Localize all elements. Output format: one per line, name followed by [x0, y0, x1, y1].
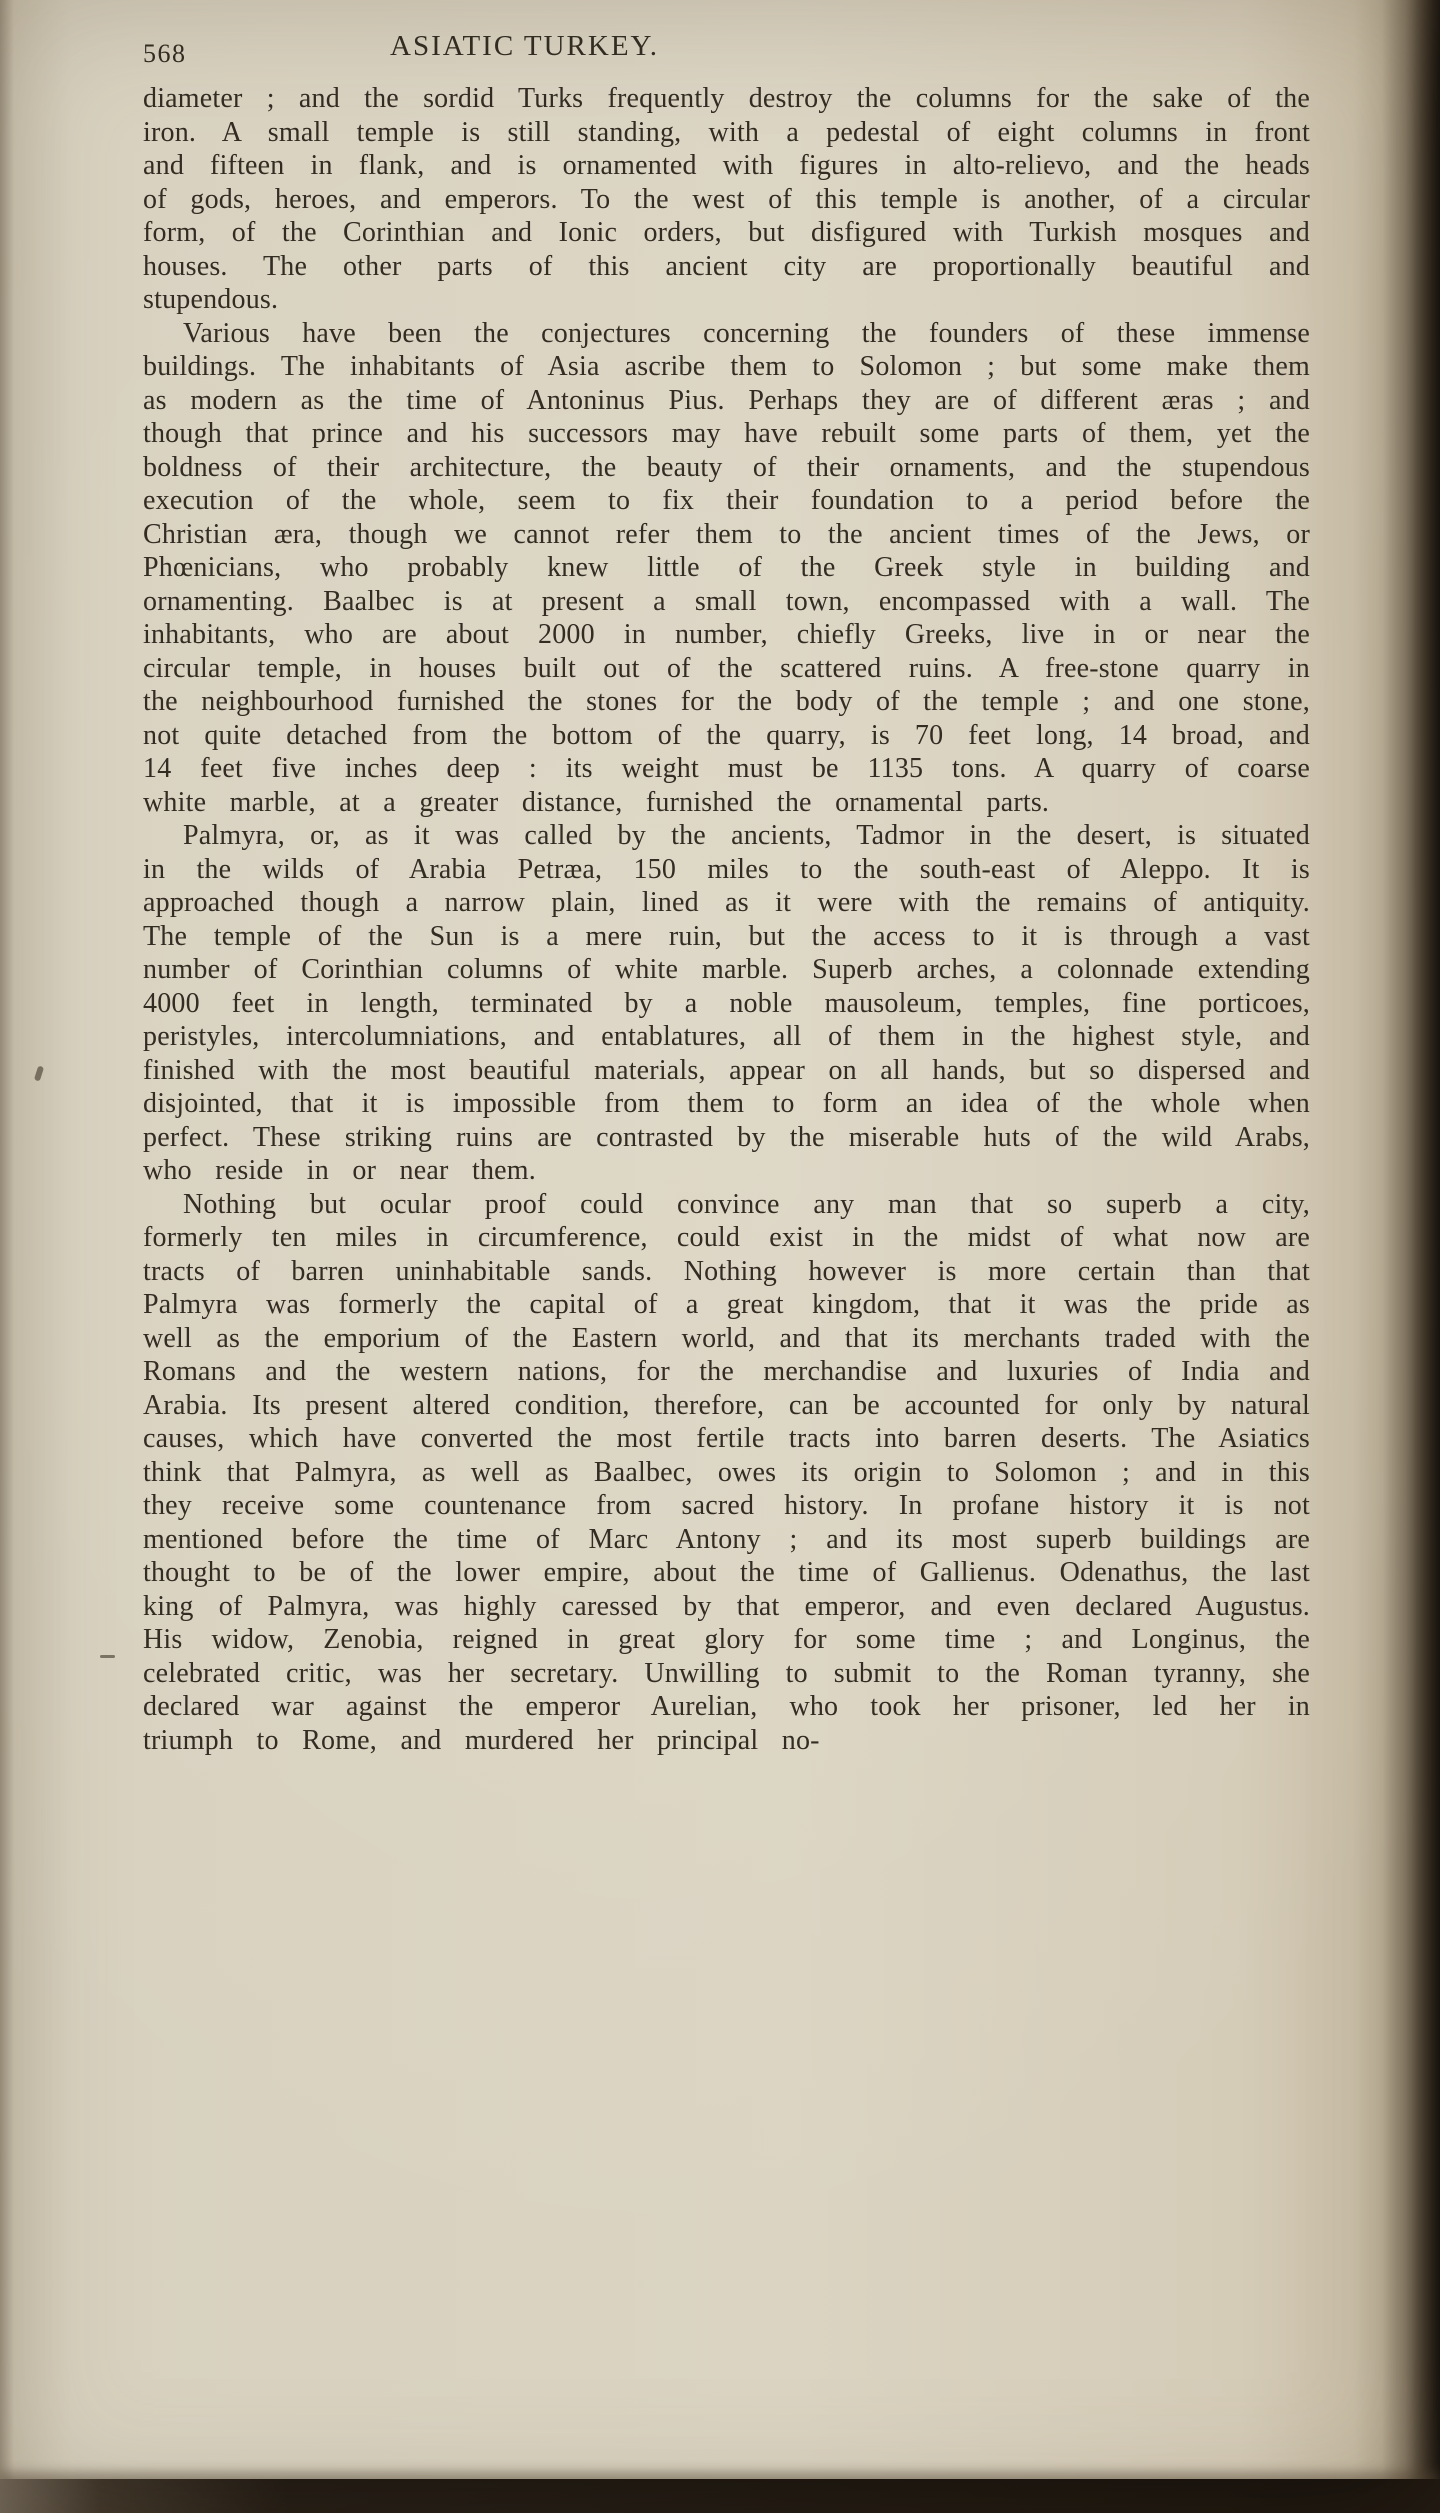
- page-number: 568: [143, 39, 187, 68]
- paragraph-4: Nothing but ocular proof could convince any man that so superb a city, formerly ten miles in circumference, could exist in the midst of what now are tracts of barren uninhabitable sands. Nothing however is more certain than that Palmyra was formerly the capital of a great kingdom, that it was the pride as well as the emporium of the Eastern world, and that its merchants traded with the Romans and the western nations, for the merchandise and luxuries of India and Arabia. Its present altered condition, therefore, can be accounted for only by natural causes, which have converted the most fertile tracts into barren deserts. The Asiatics think that Palmyra, as well as Baalbec, owes its origin to Solomon ; and in this they receive some countenance from sacred history. In profane history it is not mentioned before the time of Marc Antony ; and its most superb buildings are thought to be of the lower empire, about the time of Gallienus. Odenathus, the last king of Palmyra, was highly caressed by that emperor, and even declared Augustus. His widow, Zenobia, reigned in great glory for some time ; and Longinus, the celebrated critic, was her secretary. Unwilling to submit to the Roman tyranny, she declared war against the emperor Aurelian, who took her prisoner, led her in triumph to Rome, and murdered her principal no-: [143, 1188, 1310, 1756]
- paragraph-1: diameter ; and the sordid Turks frequently destroy the columns for the sake of the iron. A small temple is still standing, with a pedestal of eight columns in front and fifteen in flank, and is ornamented with figures in alto-relievo, and the heads of gods, heroes, and emperors. To the west of this temple is another, of a circular form, of the Corinthian and Ionic orders, but disfigured with Turkish mosques and houses. The other parts of this ancient city are proportionally beautiful and stupendous.: [143, 83, 1310, 315]
- margin-ink-mark: [34, 1065, 44, 1081]
- paragraph-3: Palmyra, or, as it was called by the ancients, Tadmor in the desert, is situated in the wilds of Arabia Petræa, 150 miles to the south-east of Aleppo. It is approached though a narrow plain, lined as it were with the remains of antiquity. The temple of the Sun is a mere ruin, but the access to it is through a vast number of Corinthian columns of white marble. Superb arches, a colonnade extending 4000 feet in length, terminated by a noble mausoleum, temples, fine porticoes, peristyles, intercolumniations, and entablatures, all of them in the highest style, and finished with the most beautiful materials, appear on all hands, but so dispersed and disjointed, that it is impossible from them to form an idea of the whole when perfect. These striking ruins are contrasted by the miserable huts of the wild Arabs, who reside in or near them.: [143, 820, 1310, 1186]
- paragraph-2: Various have been the conjectures concerning the founders of these immense buildings. The inhabitants of Asia ascribe them to Solomon ; but some make them as modern as the time of Antoninus Pius. Perhaps they are of different æras ; and though that prince and his successors may have rebuilt some parts of them, yet the boldness of their architecture, the beauty of their ornaments, and the stupendous execution of the whole, seem to fix their foundation to a period before the Christian æra, though we cannot refer them to the ancient times of the Jews, or Phœnicians, who probably knew little of the Greek style in building and ornamenting. Baalbec is at present a small town, encompassed with a wall. The inhabitants, who are about 2000 in number, chiefly Greeks, live in or near the circular temple, in houses built out of the scattered ruins. A free-stone quarry in the neighbourhood furnished the stones for the body of the temple ; and one stone, not quite detached from the bottom of the quarry, is 70 feet long, 14 broad, and 14 feet five inches deep : its weight must be 1135 tons. A quarry of coarse white marble, at a greater distance, furnished the ornamental parts.: [143, 317, 1310, 818]
- page-text: [143, 82, 1310, 1757]
- scan-edge-shadow-left: [0, 0, 14, 2513]
- margin-dash-mark: [100, 1655, 115, 1658]
- page-header: [143, 30, 1310, 74]
- scan-edge-shadow-right: [1382, 0, 1440, 2513]
- scan-edge-shadow-bottom: [0, 2479, 1440, 2513]
- running-title: ASIATIC TURKEY.: [390, 30, 660, 62]
